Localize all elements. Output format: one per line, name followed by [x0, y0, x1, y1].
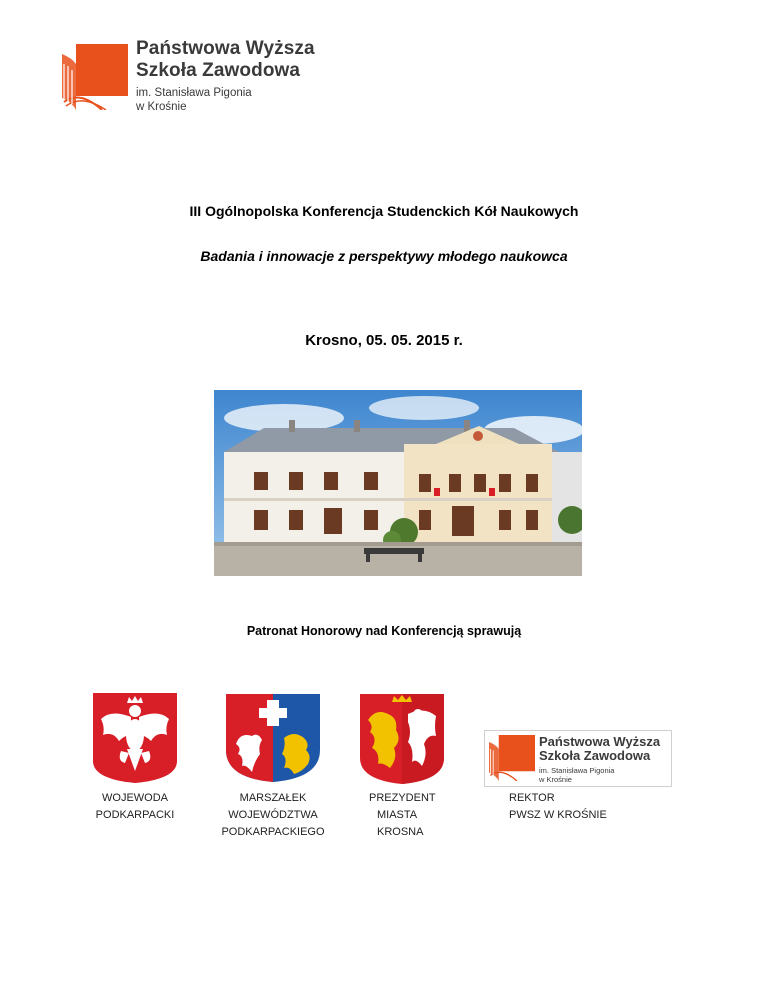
university-logo: [62, 38, 322, 118]
patron-3-line-1: PREZYDENT: [369, 792, 436, 804]
logo-line-2: Szkoła Zawodowa: [136, 60, 301, 81]
patron-3-line-3: KROSNA: [377, 826, 424, 838]
patronage-heading: Patronat Honorowy nad Konferencją sprawują: [246, 624, 522, 638]
place-and-date: Krosno, 05. 05. 2015 r.: [305, 332, 463, 349]
logo-line-1: Państwowa Wyższa: [136, 38, 315, 59]
patron-caption-2: [214, 790, 332, 841]
patron-2-line-2: WOJEWÓDZTWA: [228, 809, 318, 821]
logo-line-4: w Krośnie: [136, 101, 187, 113]
conference-subtitle: Badania i innowacje z perspektywy młodego naukowca: [200, 248, 568, 264]
logo-line-3: im. Stanisława Pigonia: [136, 87, 252, 99]
small-logo-line-3: im. Stanisława Pigonia: [539, 766, 615, 775]
university-book-icon: [62, 44, 128, 110]
krosno-emblem: [358, 692, 446, 786]
conference-title: III Ogólnopolska Konferencja Studenckich Kół Naukowych: [189, 203, 579, 219]
small-logo-line-1: Państwowa Wyższa: [539, 734, 661, 749]
patron-caption-3: [369, 790, 449, 841]
building-photo: [214, 390, 582, 576]
university-logo-small: [484, 730, 672, 787]
small-logo-line-2: Szkoła Zawodowa: [539, 748, 651, 763]
patron-2-line-1: MARSZAŁEK: [239, 792, 307, 804]
patron-caption-1: [86, 790, 184, 824]
small-logo-line-4: w Krośnie: [539, 775, 572, 784]
patron-3-line-2: MIASTA: [377, 809, 418, 821]
podkarpackie-emblem: [224, 692, 322, 784]
patron-4-line-1: REKTOR: [509, 792, 555, 804]
patron-2-line-3: PODKARPACKIEGO: [221, 826, 325, 838]
patron-1-line-2: PODKARPACKI: [95, 809, 175, 821]
patron-caption-4: [509, 790, 629, 824]
university-book-icon: [489, 735, 535, 781]
patron-4-line-2: PWSZ W KROŚNIE: [509, 809, 607, 821]
polish-eagle-emblem: [91, 691, 179, 785]
patron-1-line-1: WOJEWODA: [102, 792, 168, 804]
